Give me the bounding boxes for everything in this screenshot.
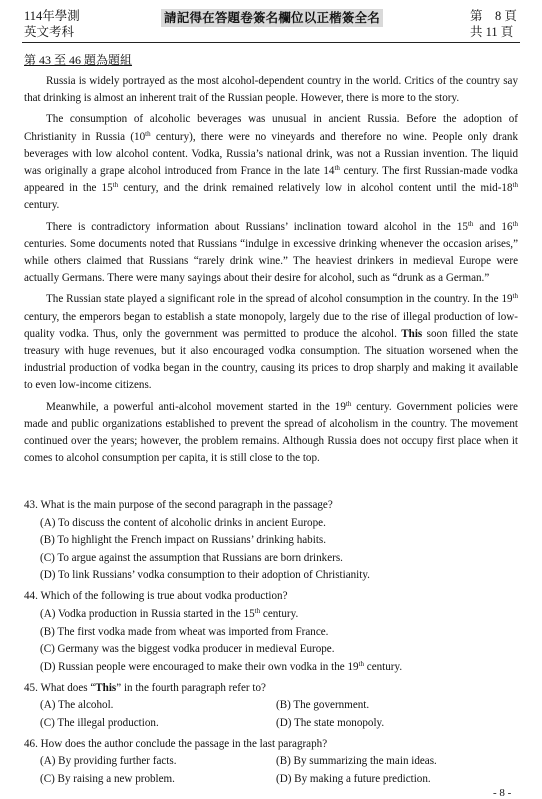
paragraph-1 bbox=[24, 73, 518, 107]
option-d bbox=[24, 659, 518, 677]
ordinal-suffix: th bbox=[512, 292, 518, 301]
page-number: - 8 - bbox=[493, 787, 512, 799]
paragraph-text: century. The first Russian-made vodka appeared in the 15 bbox=[24, 165, 518, 195]
stem-text: 45. What does “ bbox=[24, 681, 96, 694]
option-d: (D) To link Russians’ vodka consumption to their adoption of Christianity. bbox=[40, 569, 370, 582]
paragraph-text: century, the emperors began to establish a state monopoly, largely due to the rise of illegal production of low-quality vodka. Thus, only the government was permitted to produce the alcohol. bbox=[24, 310, 518, 340]
paragraph-text: There is contradictory information about Russians’ inclination toward alcohol in the 15 bbox=[46, 220, 468, 233]
option-b: (B) By summarizing the main ideas. bbox=[276, 755, 437, 768]
question-43 bbox=[24, 497, 518, 585]
ordinal-suffix: th bbox=[334, 164, 340, 173]
paragraph-text: century. bbox=[24, 199, 60, 212]
ordinal-suffix: th bbox=[512, 181, 518, 190]
option-d: (D) The state monopoly. bbox=[276, 716, 385, 729]
option-text: (D) Russian people were encouraged to make their own vodka in the 19 bbox=[40, 660, 359, 673]
exam-name: 114年學測 bbox=[24, 9, 80, 23]
option-row bbox=[24, 697, 518, 715]
option-text: (A) Vodka production in Russia started in the 15 bbox=[40, 607, 255, 620]
paragraph-2 bbox=[24, 111, 518, 214]
header-divider bbox=[22, 42, 520, 43]
paragraph-text: century), there were no vineyards and therefore no wine. People only drank beverages with low alcohol content. Vodka, Russia’s national drink, was not a Russian invention. The liquid was originally a grape alcohol introduced from France in the late 14 bbox=[24, 130, 518, 178]
ordinal-suffix: th bbox=[358, 659, 364, 668]
question-stem: 44. Which of the following is true about vodka production? bbox=[24, 590, 288, 603]
option-b: (B) The government. bbox=[276, 699, 370, 712]
paragraph-4 bbox=[24, 291, 518, 394]
ordinal-suffix: th bbox=[254, 606, 261, 615]
option-a: (A) The alcohol. bbox=[40, 699, 114, 712]
question-stem: 43. What is the main purpose of the second paragraph in the passage? bbox=[24, 499, 333, 511]
option-a: (A) By providing further facts. bbox=[40, 755, 177, 768]
question-list bbox=[24, 497, 518, 792]
question-stem: 46. How does the author conclude the passage in the last paragraph? bbox=[24, 737, 328, 750]
ordinal-suffix: th bbox=[467, 219, 474, 228]
reading-passage bbox=[24, 73, 518, 471]
option-text: century. bbox=[260, 607, 299, 620]
paragraph-text: soon filled the state treasury with huge revenues, but it also encouraged vodka consumption. The situation worsened when the industrial production of vodka began in the country, causing its prices to drop sharply and making it available to even low-income citizens. bbox=[24, 327, 518, 392]
paragraph-text: The consumption of alcoholic beverages was unusual in ancient Russia. Before the adoption of Christianity in Russia (10 bbox=[24, 113, 518, 143]
stem-text: ” in the fourth paragraph refer to? bbox=[116, 681, 266, 694]
option-a bbox=[24, 606, 518, 624]
signature-notice: 請記得在答題卷簽名欄位以正楷簽全名 bbox=[161, 9, 383, 27]
option-d: (D) By making a future prediction. bbox=[276, 773, 431, 786]
option-a: (A) To discuss the content of alcoholic drinks in ancient Europe. bbox=[40, 516, 326, 529]
ordinal-suffix: th bbox=[345, 399, 352, 408]
paragraph-text: Meanwhile, a powerful anti-alcohol movement started in the 19 bbox=[46, 400, 346, 413]
ordinal-suffix: th bbox=[145, 129, 151, 138]
option-b: (B) The first vodka made from wheat was imported from France. bbox=[40, 625, 329, 638]
emphasized-word: This bbox=[401, 327, 423, 340]
option-row bbox=[24, 771, 518, 789]
emphasized-word: This bbox=[95, 681, 117, 694]
question-group-title: 第 43 至 46 題為題組 bbox=[24, 53, 133, 67]
paragraph-3 bbox=[24, 219, 518, 288]
paragraph-text: century. Government policies were made and public organizations established to prevent the spread of alcoholism in the country. The movement continued over the years; however, the problem remains. Although Russia does not occupy first place when it comes to alcohol consumption per capita, it is still close to the top. bbox=[24, 400, 518, 465]
total-pages-label: 共 11 頁 bbox=[470, 25, 514, 39]
paragraph-text: Russia is widely portrayed as the most alcohol-dependent country in the world. Critics of the country say that drinking is almost an inherent trait of the Russian people. However, there is more to the story. bbox=[24, 75, 518, 105]
option-c: (C) Germany was the biggest vodka producer in medieval Europe. bbox=[40, 643, 335, 656]
header-right bbox=[470, 8, 517, 40]
question-44 bbox=[24, 588, 518, 676]
question-46 bbox=[24, 736, 518, 789]
ordinal-suffix: th bbox=[512, 219, 518, 228]
ordinal-suffix: th bbox=[112, 181, 119, 190]
header-left bbox=[24, 8, 80, 40]
paragraph-text: centuries. Some documents noted that Russians “indulge in excessive drinking whenever the occasion arises,” while others claimed that Russians “rarely drink wine.” The heaviest drinkers in medieval Europe were actually Germans. There were many sayings about their desire for alcohol, such as “drunk as a German.” bbox=[24, 237, 518, 285]
paragraph-5 bbox=[24, 399, 518, 468]
option-c: (C) To argue against the assumption that Russians are born drinkers. bbox=[40, 551, 343, 564]
page-label: 第 8 頁 bbox=[470, 9, 517, 23]
option-row bbox=[24, 715, 518, 733]
option-b: (B) To highlight the French impact on Russians’ drinking habits. bbox=[40, 534, 326, 547]
option-c: (C) By raising a new problem. bbox=[40, 773, 175, 786]
paragraph-text: and 16 bbox=[473, 220, 513, 233]
subject-name: 英文考科 bbox=[24, 25, 75, 39]
option-row bbox=[24, 753, 518, 771]
question-45 bbox=[24, 680, 518, 733]
question-stem bbox=[24, 680, 518, 698]
option-c: (C) The illegal production. bbox=[40, 716, 159, 729]
option-text: century. bbox=[364, 660, 403, 673]
paragraph-text: The Russian state played a significant role in the spread of alcohol consumption in the country. In the 19 bbox=[46, 293, 513, 306]
paragraph-text: century, and the drink remained relatively low in alcohol content until the mid-18 bbox=[118, 182, 513, 195]
